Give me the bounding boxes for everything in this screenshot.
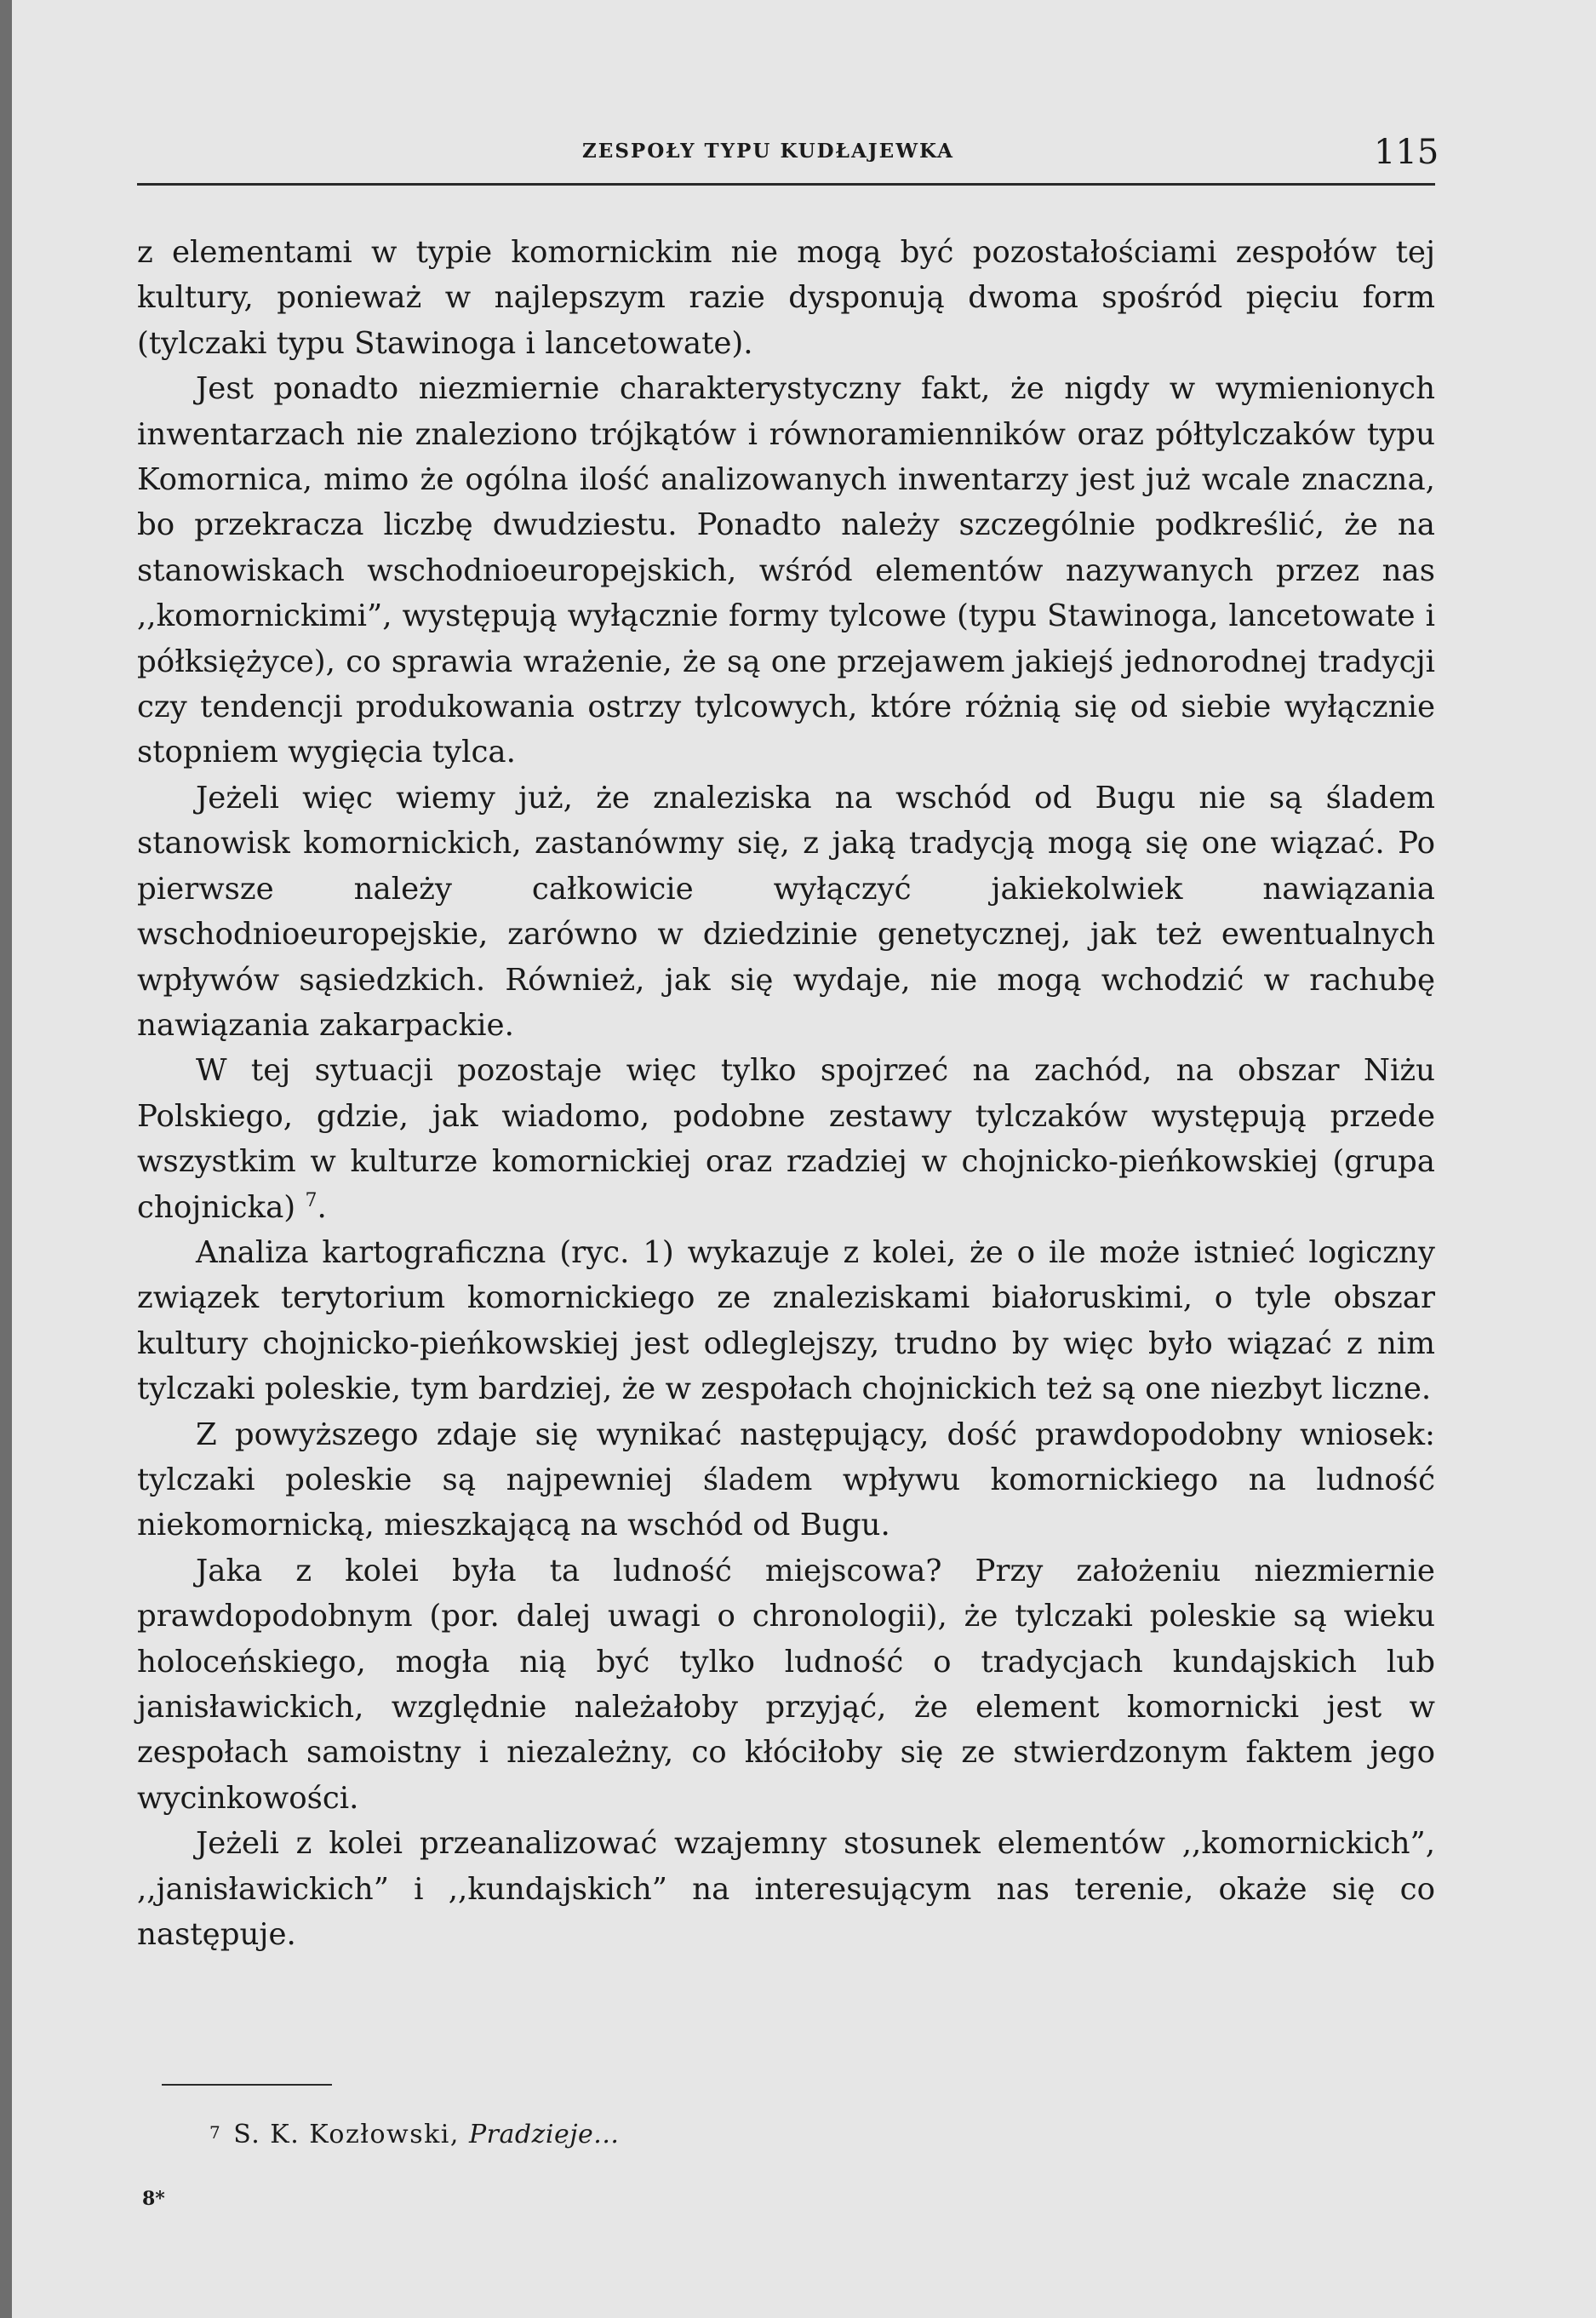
- paragraph-2: Jest ponadto niezmiernie charakterystyczny fakt, że nigdy w wymienionych inwentarzach nie znaleziono trójkątów i równoramienników oraz półtylczaków typu Komornica, mimo że ogólna ilość analizowanych inwentarzy jest już wcale znaczna, bo przekracza liczbę dwudziestu. Ponadto należy szczególnie podkreślić, że na stanowiskach wschodnioeuropejskich, wśród elementów nazywanych przez nas ,,komornickimi”, występują wyłącznie formy tylcowe (typu Stawinoga, lancetowate i półksiężyce), co sprawia wrażenie, że są one przejawem jakiejś jednorodnej tradycji czy tendencji produkowania ostrzy tylcowych, które różnią się od siebie wyłącznie stopniem wygięcia tylca.: [137, 371, 1435, 770]
- signature-mark: 8*: [142, 2188, 165, 2210]
- paragraph-1: z elementami w typie komornickim nie mogą być pozostałościami zespołów tej kultury, ponieważ w najlepszym razie dysponują dwoma spośród pięciu form (tylczaki typu Stawinoga i lancetowate).: [137, 235, 1435, 361]
- footnote-author: S. K. Kozłowski,: [233, 2120, 460, 2149]
- book-page: [12, 0, 1596, 2318]
- scan-edge: [0, 0, 12, 2318]
- page-header: [12, 135, 1596, 179]
- paragraph-4: W tej sytuacji pozostaje więc tylko spojrzeć na zachód, na obszar Niżu Polskiego, gdzie, jak wiadomo, podobne zestawy tylczaków występują przede wszystkim w kulturze komornickiej oraz rzadziej w chojnicko-pieńkowskiej (grupa chojnicka) $^7$.: [137, 1053, 1435, 1225]
- paragraph-6: Z powyższego zdaje się wynikać następujący, dość prawdopodobny wniosek: tylczaki poleskie są najpewniej śladem wpływu komornickiego na ludność niekomornicką, mieszkającą na wschód od Bugu.: [137, 1417, 1435, 1543]
- body-text: [137, 230, 1435, 1957]
- running-title: ZESPOŁY TYPU KUDŁAJEWKA: [582, 140, 954, 163]
- paragraph-5: Analiza kartograficzna (ryc. 1) wykazuje z kolei, że o ile może istnieć logiczny związek terytorium komornickiego ze znaleziskami białoruskimi, o tyle obszar kultury chojnicko-pieńkowskiej jest odleglejszy, trudno by więc było wiązać z nim tylczaki poleskie, tym bardziej, że w zespołach chojnickich też są one niezbyt liczne.: [137, 1234, 1435, 1407]
- page-number: 115: [1374, 133, 1439, 172]
- footnote-marker: 7: [209, 2122, 222, 2143]
- header-rule: [137, 183, 1435, 186]
- paragraph-3: Jeżeli więc wiemy już, że znaleziska na wschód od Bugu nie są śladem stanowisk komornickich, zastanówmy się, z jaką tradycją mogą się one wiązać. Po pierwsze należy całkowicie wyłączyć jakiekolwiek nawiązania wschodnioeuropejskie, zarówno w dziedzinie genetycznej, jak też ewentualnych wpływów sąsiedzkich. Również, jak się wydaje, nie mogą wchodzić w rachubę nawiązania zakarpackie.: [137, 780, 1435, 1043]
- paragraph-8: Jeżeli z kolei przeanalizować wzajemny stosunek elementów ,,komornickich”, ,,janisławickich” i ,,kundajskich” na interesującym nas terenie, okaże się co następuje.: [137, 1826, 1435, 1953]
- paragraph-7: Jaka z kolei była ta ludność miejscowa? Przy założeniu niezmiernie prawdopodobnym (por. dalej uwagi o chronologii), że tylczaki poleskie są wieku holoceńskiego, mogła nią być tylko ludność o tradycjach kundajskich lub janisławickich, względnie należałoby przyjąć, że element komornicki jest w zespołach samoistny i niezależny, co kłóciłoby się ze stwierdzonym faktem jego wycinkowości.: [137, 1553, 1435, 1816]
- footnote: [209, 2117, 619, 2149]
- footnote-title: Pradzieje...: [468, 2120, 620, 2149]
- footnote-rule: [162, 2084, 332, 2086]
- footnote-reference[interactable]: 7: [305, 1189, 317, 1211]
